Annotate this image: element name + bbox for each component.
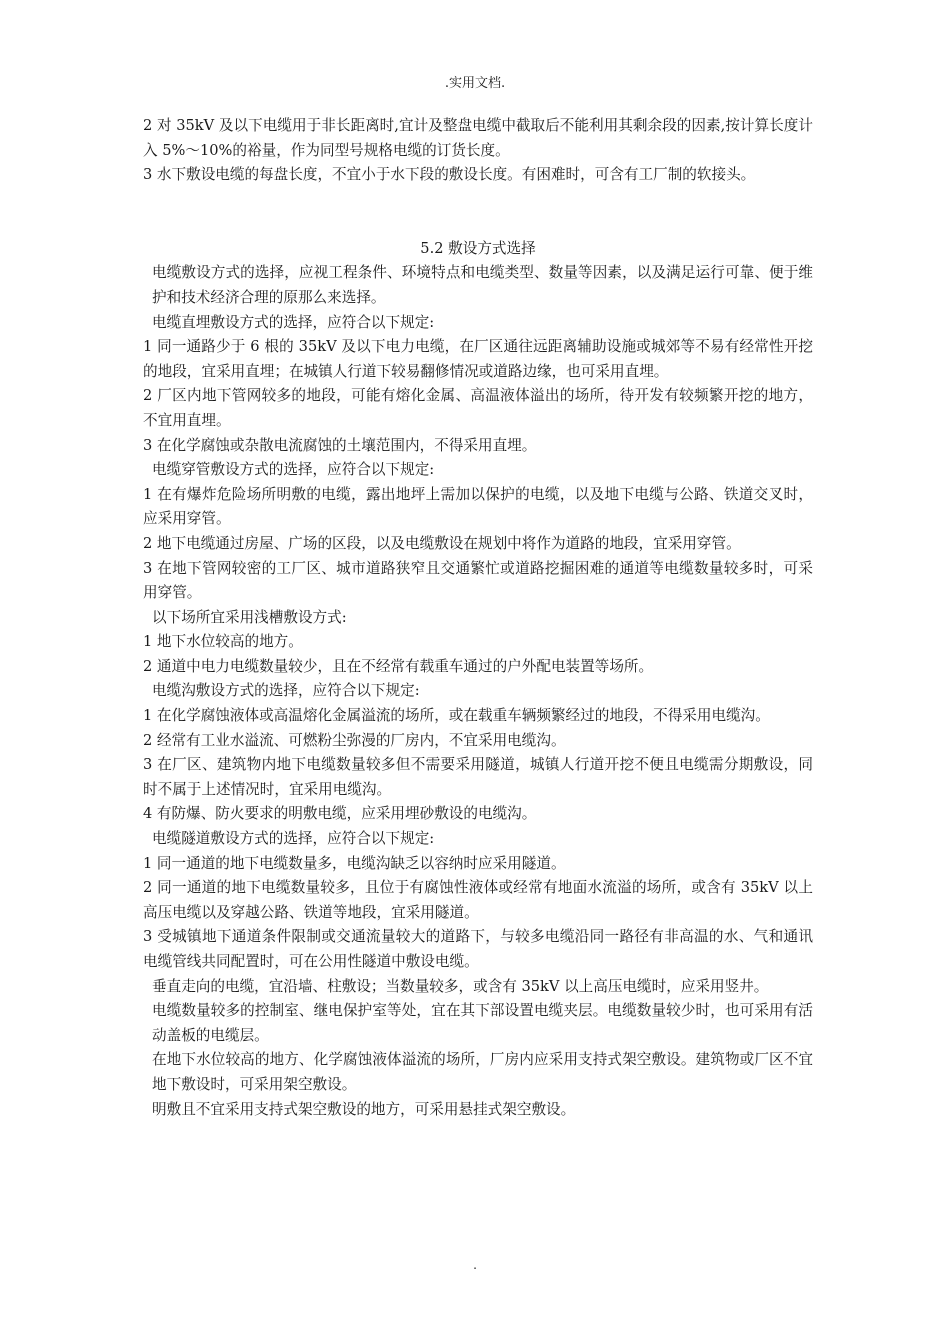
spacer	[143, 188, 813, 237]
paragraph: 3 在厂区、建筑物内地下电缆数量较多但不需要采用隧道，城镇人行道开挖不便且电缆需分期敷设，同时不属于上述情况时，宜采用电缆沟。	[143, 756, 813, 798]
paragraph: 3 受城镇地下通道条件限制或交通流量较大的道路下，与较多电缆沿同一路径有非高温的水、气和通讯电缆管线共同配置时，可在公用性隧道中敷设电缆。	[143, 928, 813, 970]
paragraph: 2 通道中电力电缆数量较少，且在不经常有载重车通过的户外配电装置等场所。	[143, 657, 654, 675]
paragraph: 电缆隧道敷设方式的选择，应符合以下规定:	[152, 830, 435, 848]
paragraph: 1 在有爆炸危险场所明敷的电缆，露出地坪上需加以保护的电缆，以及地下电缆与公路、铁道交叉时，应采用穿管。	[143, 485, 813, 528]
page-footer: .	[473, 1258, 477, 1272]
paragraph: 电缆敷设方式的选择，应视工程条件、环境特点和电缆类型、数量等因素，以及满足运行可靠、便于维护和技术经济合理的原那么来选择。	[152, 264, 813, 306]
paragraph: 1 在化学腐蚀液体或高温熔化金属溢流的场所，或在载重车辆频繁经过的地段，不得采用电缆沟。	[143, 707, 770, 725]
paragraph: 明敷且不宜采用支持式架空敷设的地方，可采用悬挂式架空敷设。	[152, 1100, 576, 1118]
paragraph: 垂直走向的电缆，宜沿墙、柱敷设；当数量较多，或含有 35kV 以上高压电缆时，应采用竖井。	[152, 977, 769, 995]
paragraph: 电缆数量较多的控制室、继电保护室等处，宜在其下部设置电缆夹层。电缆数量较少时，也可采用有活动盖板的电缆层。	[152, 1002, 813, 1044]
paragraph: 电缆沟敷设方式的选择，应符合以下规定:	[152, 682, 420, 700]
paragraph: 1 同一通道的地下电缆数量多，电缆沟缺乏以容纳时应采用隧道。	[143, 854, 566, 872]
paragraph: 以下场所宜采用浅槽敷设方式:	[152, 608, 347, 626]
paragraph: 1 地下水位较高的地方。	[143, 633, 303, 651]
paragraph: 2 同一通道的地下电缆数量较多，且位于有腐蚀性液体或经常有地面水流溢的场所，或含有 35kV 以上高压电缆以及穿越公路、铁道等地段，宜采用隧道。	[143, 879, 813, 921]
paragraph: 在地下水位较高的地方、化学腐蚀液体溢流的场所，厂房内应采用支持式架空敷设。建筑物或厂区不宜地下敷设时，可采用架空敷设。	[152, 1051, 813, 1093]
paragraph: 1 同一通路少于 6 根的 35kV 及以下电力电缆，在厂区通往远距离辅助设施或城郊等不易有经常性开挖的地段，宜采用直埋；在城镇人行道下较易翻修情况或道路边缘，也可采用直埋。	[143, 338, 813, 380]
document-body	[143, 114, 813, 1122]
paragraph: 3 在化学腐蚀或杂散电流腐蚀的土壤范围内，不得采用直埋。	[143, 436, 537, 454]
paragraph: 2 对 35kV 及以下电缆用于非长距离时,宜计及整盘电缆中截取后不能利用其剩余段的因素,按计算长度计入 5%～10%的裕量，作为同型号规格电缆的订货长度。	[143, 117, 813, 159]
paragraph: 3 水下敷设电缆的每盘长度，不宜小于水下段的敷设长度。有困难时，可含有工厂制的软接头。	[143, 166, 756, 184]
paragraph: 2 厂区内地下管网较多的地段，可能有熔化金属、高温液体溢出的场所，待开发有较频繁开挖的地方，不宜用直埋。	[143, 387, 813, 429]
paragraph: 2 地下电缆通过房屋、广场的区段，以及电缆敷设在规划中将作为道路的地段，宜采用穿管。	[143, 534, 741, 552]
paragraph: 4 有防爆、防火要求的明敷电缆，应采用埋砂敷设的电缆沟。	[143, 805, 537, 823]
paragraph: 2 经常有工业水溢流、可燃粉尘弥漫的厂房内，不宜采用电缆沟。	[143, 731, 566, 749]
page-header: .实用文档.	[444, 76, 506, 91]
paragraph: 3 在地下管网较密的工厂区、城市道路狭窄且交通繁忙或道路挖掘困难的通道等电缆数量较多时，可采用穿管。	[143, 559, 813, 602]
section-title: 5.2 敷设方式选择	[420, 239, 536, 257]
paragraph: 电缆穿管敷设方式的选择，应符合以下规定:	[152, 461, 435, 479]
paragraph: 电缆直埋敷设方式的选择，应符合以下规定:	[152, 313, 435, 331]
